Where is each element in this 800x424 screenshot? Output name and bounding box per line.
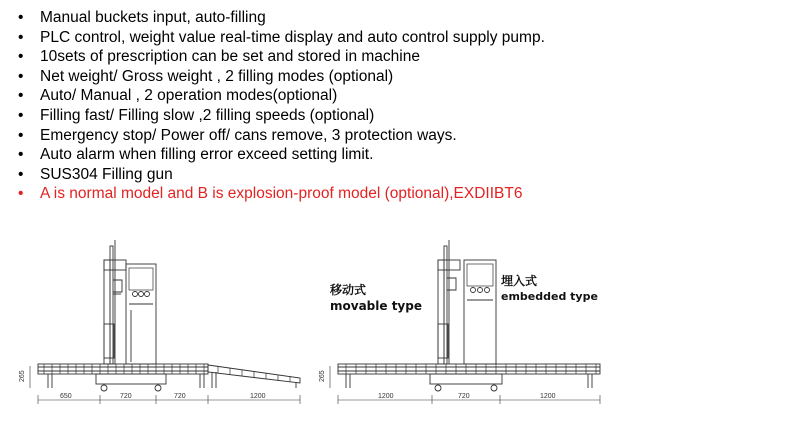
feature-text: Auto alarm when filling error exceed setting limit. (40, 146, 374, 164)
bullet-icon: • (18, 28, 24, 46)
feature-text: PLC control, weight value real-time display and auto control supply pump. (40, 28, 545, 46)
embedded-machine-drawing (330, 240, 600, 404)
feature-item (10, 145, 545, 165)
movable-caption-en: movable type (330, 299, 422, 313)
feature-item (10, 67, 545, 87)
machine-drawings (0, 232, 800, 424)
feature-item (10, 106, 545, 126)
feature-text: Emergency stop/ Power off/ cans remove, 3 protection ways. (40, 126, 457, 144)
movable-caption-zh: 移动式 (330, 283, 367, 297)
embedded-caption-zh: 埋入式 (501, 274, 538, 288)
dimension-label: 720 (174, 393, 186, 400)
feature-item-highlight (10, 184, 545, 204)
movable-machine-drawing (30, 240, 300, 404)
height-dimension-label: 265 (319, 370, 326, 382)
feature-text: Auto/ Manual , 2 operation modes(optional) (40, 87, 338, 105)
dimension-label: 1200 (250, 393, 266, 400)
feature-item (10, 28, 545, 48)
dimension-label: 1200 (540, 393, 556, 400)
bullet-icon: • (18, 165, 24, 183)
feature-item (10, 126, 545, 146)
feature-text: SUS304 Filling gun (40, 165, 173, 183)
embedded-type-caption (501, 274, 598, 305)
feature-item (10, 86, 545, 106)
bullet-icon: • (18, 185, 24, 203)
feature-text: 10sets of prescription can be set and stored in machine (40, 48, 420, 66)
bullet-icon: • (18, 106, 24, 124)
feature-text: Net weight/ Gross weight , 2 filling modes (optional) (40, 67, 394, 85)
feature-text: Filling fast/ Filling slow ,2 filling speeds (optional) (40, 106, 375, 124)
bullet-icon: • (18, 48, 24, 66)
feature-item (10, 165, 545, 185)
dimension-label: 650 (60, 393, 72, 400)
embedded-caption-en: embedded type (501, 290, 598, 303)
height-dimension-label: 265 (19, 370, 26, 382)
bullet-icon: • (18, 67, 24, 85)
dimension-label: 1200 (378, 393, 394, 400)
bullet-icon: • (18, 9, 24, 26)
feature-item (10, 8, 545, 28)
feature-list (10, 8, 545, 204)
movable-type-caption (330, 283, 422, 314)
feature-text: Manual buckets input, auto-filling (40, 9, 266, 26)
bullet-icon: • (18, 87, 24, 105)
dimension-label: 720 (458, 393, 470, 400)
dimension-label: 720 (120, 393, 132, 400)
bullet-icon: • (18, 126, 24, 144)
feature-item (10, 47, 545, 67)
bullet-icon: • (18, 146, 24, 164)
feature-text: A is normal model and B is explosion-proof model (optional),EXDIIBT6 (40, 185, 523, 203)
